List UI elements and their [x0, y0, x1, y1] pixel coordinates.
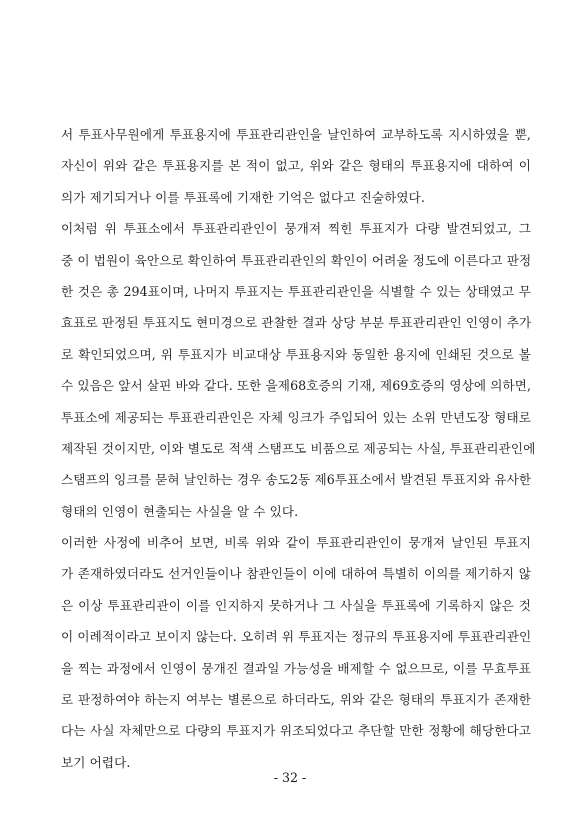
text-line: 중 이 법원이 육안으로 확인하여 투표관리관인의 확인이 어려울 정도에 이른다고 판정 — [61, 252, 532, 268]
text-line: 스탬프의 잉크를 묻혀 날인하는 경우 송도2동 제6투표소에서 발견된 투표지와 유사한 — [61, 472, 532, 488]
page-number: - 32 - — [273, 770, 307, 785]
text-line: 보기 어렵다. — [61, 754, 131, 770]
text-line: 수 있음은 앞서 살핀 바와 같다. 또한 을제68호증의 기재, 제69호증의 영상에 의하면, — [61, 378, 532, 394]
text-line: 서 투표사무원에게 투표용지에 투표관리관인을 날인하여 교부하도록 지시하였을 뿐, — [61, 127, 531, 142]
text-line: 로 판정하여야 하는지 여부는 별론으로 하더라도, 위와 같은 형태의 투표지가 존재한 — [61, 692, 531, 708]
text-line: 이 이례적이라고 보이지 않는다. 오히려 위 투표지는 정규의 투표용지에 투표관리관인 — [61, 629, 532, 645]
text-line: 이러한 사정에 비추어 보면, 비록 위와 같이 투표관리관인이 뭉개져 날인된 투표지 — [61, 535, 531, 551]
text-line: 자신이 위와 같은 투표용지를 본 적이 없고, 위와 같은 형태의 투표용지에 대하여 이 — [61, 158, 531, 174]
paragraph-2 — [61, 213, 536, 527]
text-line: 을 찍는 과정에서 인영이 뭉개진 결과일 가능성을 배제할 수 없으므로, 이를 무효투표 — [61, 660, 531, 676]
text-line: 로 확인되었으며, 위 투표지가 비교대상 투표용지와 동일한 용지에 인쇄된 것으로 볼 — [61, 346, 531, 362]
paragraph-1 — [61, 119, 531, 213]
body-text — [61, 119, 536, 778]
text-line: 의가 제기되거나 이를 투표록에 기재한 기억은 없다고 진술하였다. — [61, 189, 425, 205]
text-line: 투표소에 제공되는 투표관리관인은 자체 잉크가 주입되어 있는 소위 만년도장 형태로 — [61, 409, 531, 425]
text-line: 제작된 것이지만, 이와 별도로 적색 스탬프도 비품으로 제공되는 사실, 투표관리관인에 — [61, 440, 536, 456]
text-line: 다는 사실 자체만으로 다량의 투표지가 위조되었다고 추단할 만한 정황에 해당한다고 — [61, 723, 531, 739]
text-line: 은 이상 투표관리관이 이를 인지하지 못하거나 그 사실을 투표록에 기록하지 않은 것 — [61, 597, 531, 613]
paragraph-3 — [61, 527, 531, 778]
text-line: 형태의 인영이 현출되는 사실을 알 수 있다. — [61, 503, 299, 519]
text-line: 효표로 판정된 투표지도 현미경으로 관찰한 결과 상당 부분 투표관리관인 인영이 추가 — [61, 315, 532, 331]
text-line: 이처럼 위 투표소에서 투표관리관인이 뭉개져 찍힌 투표지가 다량 발견되었고, 그 — [61, 221, 531, 237]
text-line: 한 것은 총 294표이며, 나머지 투표지는 투표관리관인을 식별할 수 있는 상태였고 무 — [61, 283, 531, 299]
text-line: 가 존재하였더라도 선거인들이나 참관인들이 이에 대하여 특별히 이의를 제기하지 않 — [61, 566, 531, 582]
